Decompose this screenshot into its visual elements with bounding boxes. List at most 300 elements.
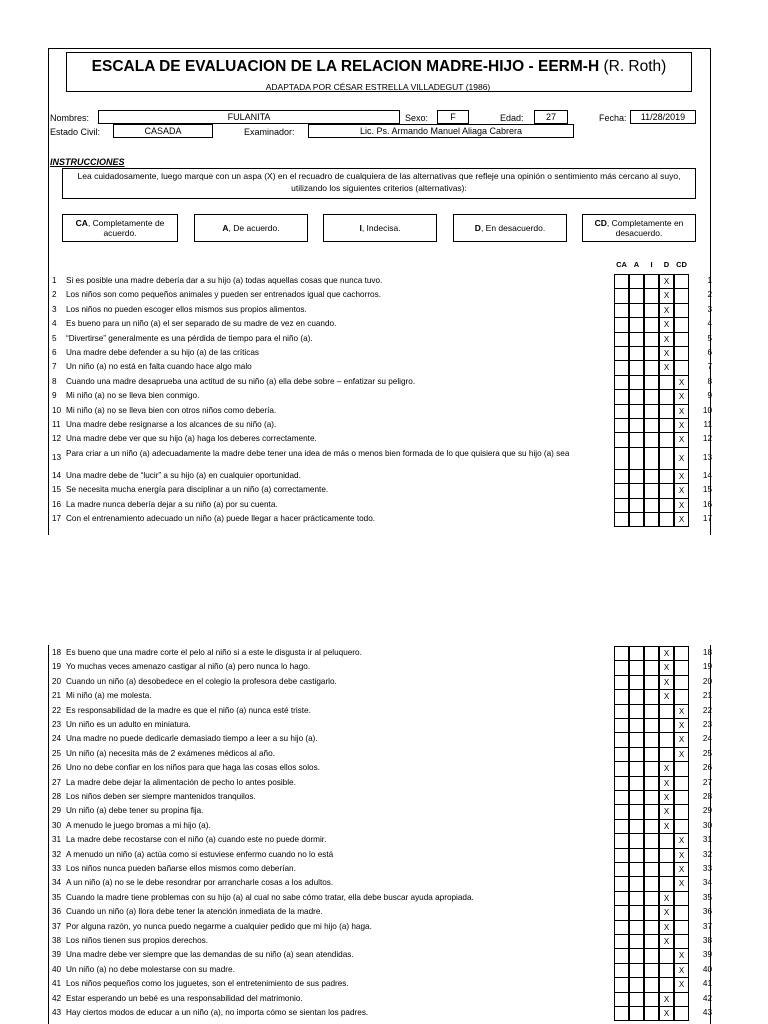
answer-cell-d[interactable] xyxy=(659,747,674,762)
answer-cell-d[interactable]: X xyxy=(659,804,674,819)
answer-cell-a[interactable] xyxy=(629,512,644,527)
item-number-right: 24 xyxy=(702,734,712,744)
col-header-cd: CD xyxy=(676,260,687,269)
answer-cell-i[interactable] xyxy=(644,862,659,877)
answer-cell-cd[interactable] xyxy=(674,920,689,935)
criteria-cd: CD, Completamente en desacuerdo. xyxy=(582,214,696,242)
answer-cell-d[interactable]: X xyxy=(659,332,674,347)
answer-cell-cd[interactable]: X xyxy=(674,732,689,747)
answer-cell-a[interactable] xyxy=(629,876,644,891)
answer-cell-ca[interactable] xyxy=(614,833,629,848)
item-text: La madre debe dejar la alimentación de pecho lo antes posible. xyxy=(66,777,296,787)
answer-cell-cd[interactable]: X xyxy=(674,404,689,419)
answer-cell-d[interactable]: X xyxy=(659,274,674,289)
answer-cell-i[interactable] xyxy=(644,934,659,949)
answer-cell-d[interactable]: X xyxy=(659,360,674,375)
answer-cell-d[interactable] xyxy=(659,862,674,877)
answer-cell-a[interactable] xyxy=(629,819,644,834)
title-text: ESCALA DE EVALUACION DE LA RELACION MADRE-HIJO - EERM-H xyxy=(91,58,600,75)
answer-cell-ca[interactable] xyxy=(614,274,629,289)
answer-cell-i[interactable] xyxy=(644,732,659,747)
answer-cell-i[interactable] xyxy=(644,317,659,332)
answer-cell-d[interactable] xyxy=(659,732,674,747)
examinador-label: Examinador: xyxy=(244,127,295,137)
answer-cell-i[interactable] xyxy=(644,483,659,498)
item-number: 16 xyxy=(52,499,62,509)
answer-cell-d[interactable] xyxy=(659,704,674,719)
item-number: 7 xyxy=(52,362,57,372)
answer-cell-cd[interactable]: X xyxy=(674,977,689,992)
item-number-right: 36 xyxy=(702,907,712,917)
answer-cell-cd[interactable]: X xyxy=(674,498,689,513)
answer-cell-cd[interactable] xyxy=(674,274,689,289)
answer-cell-cd[interactable] xyxy=(674,660,689,675)
item-text: Una madre debe ver siempre que las demandas de su niño (a) sean atendidas. xyxy=(66,950,354,960)
answer-cell-cd[interactable]: X xyxy=(674,704,689,719)
answer-cell-i[interactable] xyxy=(644,776,659,791)
answer-cell-a[interactable] xyxy=(629,977,644,992)
answer-cell-a[interactable] xyxy=(629,1006,644,1021)
item-text: Si es posible una madre debería dar a su hijo (a) todas aquellas cosas que nunca tuvo. xyxy=(66,276,383,285)
answer-cell-ca[interactable] xyxy=(614,689,629,704)
answer-cell-ca[interactable] xyxy=(614,891,629,906)
answer-cell-a[interactable] xyxy=(629,332,644,347)
item-number-right: 31 xyxy=(702,835,712,845)
answer-cell-cd[interactable] xyxy=(674,288,689,303)
answer-cell-ca[interactable] xyxy=(614,432,629,447)
answer-cell-d[interactable] xyxy=(659,389,674,404)
answer-cell-d[interactable] xyxy=(659,418,674,433)
answer-cell-ca[interactable] xyxy=(614,876,629,891)
answer-cell-a[interactable] xyxy=(629,646,644,661)
answer-cell-cd[interactable]: X xyxy=(674,848,689,863)
answer-cell-a[interactable] xyxy=(629,747,644,762)
answer-cell-cd[interactable]: X xyxy=(674,833,689,848)
answer-cell-a[interactable] xyxy=(629,905,644,920)
answer-cell-ca[interactable] xyxy=(614,498,629,513)
item-number-right: 2 xyxy=(707,290,712,300)
item-number: 29 xyxy=(52,806,62,816)
answer-cell-d[interactable] xyxy=(659,963,674,978)
answer-cell-ca[interactable] xyxy=(614,317,629,332)
item-number: 42 xyxy=(52,993,62,1003)
answer-cell-i[interactable] xyxy=(644,375,659,390)
item-text: Mi niño (a) no se lleva bien con otros niños como debería. xyxy=(66,405,277,415)
answer-cell-cd[interactable] xyxy=(674,689,689,704)
answer-cell-a[interactable] xyxy=(629,432,644,447)
answer-cell-d[interactable] xyxy=(659,404,674,419)
item-text: Los niños tienen sus propios derechos. xyxy=(66,936,209,945)
answer-cell-ca[interactable] xyxy=(614,790,629,805)
answer-cell-cd[interactable]: X xyxy=(674,389,689,404)
answer-cell-i[interactable] xyxy=(644,992,659,1007)
item-number-right: 9 xyxy=(707,391,712,401)
answer-cell-a[interactable] xyxy=(629,732,644,747)
answer-cell-a[interactable] xyxy=(629,483,644,498)
answer-cell-ca[interactable] xyxy=(614,646,629,661)
answer-cell-i[interactable] xyxy=(644,303,659,318)
answer-cell-i[interactable] xyxy=(644,447,659,470)
answer-cell-a[interactable] xyxy=(629,660,644,675)
answer-cell-cd[interactable] xyxy=(674,804,689,819)
answer-cell-a[interactable] xyxy=(629,934,644,949)
item-number-right: 17 xyxy=(702,514,712,523)
answer-cell-a[interactable] xyxy=(629,389,644,404)
answer-cell-ca[interactable] xyxy=(614,718,629,733)
answer-cell-d[interactable]: X xyxy=(659,288,674,303)
answer-cell-cd[interactable] xyxy=(674,675,689,690)
item-text: Los niños deben ser siempre mantenidos tranquilos. xyxy=(66,792,256,801)
answer-cell-a[interactable] xyxy=(629,498,644,513)
answer-cell-i[interactable] xyxy=(644,747,659,762)
answer-cell-d[interactable]: X xyxy=(659,905,674,920)
answer-cell-i[interactable] xyxy=(644,718,659,733)
answer-cell-cd[interactable] xyxy=(674,934,689,949)
answer-cell-cd[interactable] xyxy=(674,790,689,805)
answer-cell-cd[interactable]: X xyxy=(674,718,689,733)
answer-cell-i[interactable] xyxy=(644,498,659,513)
answer-cell-ca[interactable] xyxy=(614,447,629,470)
answer-cell-cd[interactable] xyxy=(674,346,689,361)
answer-cell-d[interactable] xyxy=(659,948,674,963)
answer-cell-i[interactable] xyxy=(644,389,659,404)
answer-cell-d[interactable]: X xyxy=(659,776,674,791)
answer-cell-ca[interactable] xyxy=(614,660,629,675)
answer-cell-ca[interactable] xyxy=(614,848,629,863)
answer-cell-d[interactable] xyxy=(659,432,674,447)
answer-cell-a[interactable] xyxy=(629,992,644,1007)
answer-cell-ca[interactable] xyxy=(614,512,629,527)
item-number-right: 20 xyxy=(702,676,712,686)
answer-cell-i[interactable] xyxy=(644,660,659,675)
answer-cell-d[interactable]: X xyxy=(659,819,674,834)
answer-cell-d[interactable]: X xyxy=(659,303,674,318)
answer-cell-d[interactable] xyxy=(659,977,674,992)
col-header-d: D xyxy=(663,260,670,269)
criteria-ca: CA, Completamente de acuerdo. xyxy=(62,214,178,242)
answer-cell-i[interactable] xyxy=(644,905,659,920)
item-number: 13 xyxy=(52,452,62,462)
item-number-right: 35 xyxy=(702,892,712,902)
item-number-right: 19 xyxy=(702,662,712,672)
item-number-right: 33 xyxy=(702,864,712,873)
answer-cell-a[interactable] xyxy=(629,833,644,848)
item-number-right: 3 xyxy=(707,304,712,314)
answer-cell-i[interactable] xyxy=(644,819,659,834)
item-number-right: 15 xyxy=(702,485,712,495)
left-border xyxy=(48,48,49,535)
answer-cell-d[interactable] xyxy=(659,483,674,498)
item-text: Es responsabilidad de la madre es que el niño (a) nunca esté triste. xyxy=(66,705,311,715)
answer-cell-i[interactable] xyxy=(644,920,659,935)
nombres-label: Nombres: xyxy=(50,113,90,123)
answer-cell-i[interactable] xyxy=(644,1006,659,1021)
answer-cell-a[interactable] xyxy=(629,404,644,419)
answer-cell-cd[interactable]: X xyxy=(674,876,689,891)
criteria-i: I, Indecisa. xyxy=(323,214,437,242)
answer-cell-cd[interactable] xyxy=(674,776,689,791)
answer-cell-cd[interactable] xyxy=(674,1006,689,1021)
item-text: La madre nunca debería dejar a su niño (a) por su cuenta. xyxy=(66,499,278,509)
answer-cell-d[interactable] xyxy=(659,498,674,513)
answer-cell-cd[interactable]: X xyxy=(674,469,689,484)
answer-cell-d[interactable]: X xyxy=(659,660,674,675)
examinador-field[interactable]: Lic. Ps. Armando Manuel Aliaga Cabrera xyxy=(308,124,574,138)
answer-cell-cd[interactable] xyxy=(674,317,689,332)
answer-cell-d[interactable] xyxy=(659,876,674,891)
answer-cell-a[interactable] xyxy=(629,274,644,289)
answer-cell-i[interactable] xyxy=(644,346,659,361)
answer-cell-a[interactable] xyxy=(629,469,644,484)
estado-field[interactable]: CASADA xyxy=(113,124,213,138)
answer-cell-a[interactable] xyxy=(629,346,644,361)
answer-cell-a[interactable] xyxy=(629,891,644,906)
answer-cell-d[interactable]: X xyxy=(659,646,674,661)
answer-cell-cd[interactable] xyxy=(674,891,689,906)
sexo-field[interactable]: F xyxy=(437,110,469,124)
instructions-text: Lea cuidadosamente, luego marque con un aspa (X) en el recuadro de cualquiera de las alternativas que refleje una opinión o sentimiento más cercano al suyo, utilizando los siguientes criterios (alternativas): xyxy=(62,168,696,199)
item-text: Se necesita mucha energía para disciplinar a un niño (a) correctamente. xyxy=(66,485,329,495)
answer-cell-a[interactable] xyxy=(629,761,644,776)
answer-cell-i[interactable] xyxy=(644,891,659,906)
answer-cell-i[interactable] xyxy=(644,689,659,704)
answer-cell-i[interactable] xyxy=(644,675,659,690)
answer-cell-ca[interactable] xyxy=(614,920,629,935)
answer-cell-d[interactable] xyxy=(659,375,674,390)
item-text: Un niño es un adulto en miniatura. xyxy=(66,720,191,729)
item-number: 43 xyxy=(52,1008,62,1017)
answer-cell-a[interactable] xyxy=(629,689,644,704)
answer-cell-ca[interactable] xyxy=(614,375,629,390)
answer-cell-d[interactable] xyxy=(659,512,674,527)
answer-cell-ca[interactable] xyxy=(614,862,629,877)
answer-cell-i[interactable] xyxy=(644,761,659,776)
answer-cell-d[interactable] xyxy=(659,718,674,733)
answer-cell-d[interactable]: X xyxy=(659,346,674,361)
answer-cell-d[interactable]: X xyxy=(659,920,674,935)
answer-cell-ca[interactable] xyxy=(614,675,629,690)
answer-cell-cd[interactable]: X xyxy=(674,447,689,470)
answer-cell-ca[interactable] xyxy=(614,418,629,433)
answer-cell-cd[interactable] xyxy=(674,992,689,1007)
answer-cell-i[interactable] xyxy=(644,418,659,433)
answer-cell-cd[interactable]: X xyxy=(674,747,689,762)
item-text: Hay ciertos modos de educar a un niño (a), no importa cómo se sientan los padres. xyxy=(66,1008,369,1017)
item-text: Una madre no puede dedicarle demasiado tiempo a leer a su hijo (a). xyxy=(66,734,318,744)
col-header-i: I xyxy=(650,260,653,269)
answer-cell-ca[interactable] xyxy=(614,288,629,303)
answer-cell-cd[interactable] xyxy=(674,819,689,834)
answer-cell-d[interactable] xyxy=(659,833,674,848)
answer-cell-ca[interactable] xyxy=(614,977,629,992)
answer-cell-cd[interactable] xyxy=(674,905,689,920)
answer-cell-ca[interactable] xyxy=(614,761,629,776)
answer-cell-cd[interactable]: X xyxy=(674,483,689,498)
answer-cell-d[interactable]: X xyxy=(659,934,674,949)
item-number-right: 23 xyxy=(702,720,712,729)
answer-cell-a[interactable] xyxy=(629,675,644,690)
item-text: La madre debe recostarse con el niño (a) cuando este no puede dormir. xyxy=(66,835,327,845)
answer-cell-ca[interactable] xyxy=(614,303,629,318)
item-number: 14 xyxy=(52,470,62,480)
answer-cell-cd[interactable]: X xyxy=(674,418,689,433)
answer-cell-i[interactable] xyxy=(644,404,659,419)
edad-field[interactable]: 27 xyxy=(534,110,568,124)
answer-cell-ca[interactable] xyxy=(614,404,629,419)
item-number-right: 32 xyxy=(702,849,712,859)
answer-cell-cd[interactable] xyxy=(674,332,689,347)
item-text: Estar esperando un bebé es una responsabilidad del matrimonio. xyxy=(66,993,303,1003)
answer-cell-d[interactable]: X xyxy=(659,891,674,906)
answer-cell-i[interactable] xyxy=(644,704,659,719)
answer-cell-d[interactable] xyxy=(659,848,674,863)
item-number-right: 11 xyxy=(703,420,712,429)
answer-cell-a[interactable] xyxy=(629,704,644,719)
item-text: Yo muchas veces amenazo castigar al niño (a) pero nunca lo hago. xyxy=(66,662,311,672)
answer-cell-ca[interactable] xyxy=(614,934,629,949)
item-number: 2 xyxy=(52,290,57,300)
item-number: 18 xyxy=(52,648,62,657)
answer-cell-a[interactable] xyxy=(629,360,644,375)
item-number-right: 1 xyxy=(707,276,712,285)
answer-cell-i[interactable] xyxy=(644,332,659,347)
answer-cell-i[interactable] xyxy=(644,833,659,848)
answer-cell-i[interactable] xyxy=(644,977,659,992)
answer-cell-i[interactable] xyxy=(644,876,659,891)
top-border xyxy=(48,48,711,49)
answer-cell-ca[interactable] xyxy=(614,963,629,978)
answer-cell-i[interactable] xyxy=(644,848,659,863)
answer-cell-a[interactable] xyxy=(629,288,644,303)
answer-cell-i[interactable] xyxy=(644,963,659,978)
answer-cell-d[interactable]: X xyxy=(659,790,674,805)
answer-cell-cd[interactable]: X xyxy=(674,963,689,978)
answer-cell-d[interactable]: X xyxy=(659,1006,674,1021)
answer-cell-ca[interactable] xyxy=(614,819,629,834)
item-number-right: 29 xyxy=(702,806,712,816)
item-number: 21 xyxy=(52,691,62,701)
item-text: Cuando un niño (a) desobedece en el colegio la profesora debe castigarlo. xyxy=(66,676,337,686)
answer-cell-ca[interactable] xyxy=(614,776,629,791)
item-number-right: 22 xyxy=(702,705,712,715)
answer-cell-cd[interactable]: X xyxy=(674,432,689,447)
answer-cell-i[interactable] xyxy=(644,274,659,289)
answer-cell-i[interactable] xyxy=(644,790,659,805)
answer-cell-d[interactable]: X xyxy=(659,675,674,690)
answer-cell-ca[interactable] xyxy=(614,389,629,404)
item-number: 40 xyxy=(52,964,62,974)
item-number: 1 xyxy=(52,276,57,285)
answer-cell-i[interactable] xyxy=(644,646,659,661)
answer-cell-i[interactable] xyxy=(644,469,659,484)
answer-cell-ca[interactable] xyxy=(614,346,629,361)
answer-cell-cd[interactable] xyxy=(674,303,689,318)
item-text: Un niño (a) debe tener su propina fija. xyxy=(66,806,204,816)
item-number: 17 xyxy=(52,514,62,523)
item-number-right: 16 xyxy=(702,499,712,509)
answer-cell-a[interactable] xyxy=(629,418,644,433)
answer-cell-cd[interactable]: X xyxy=(674,375,689,390)
answer-cell-ca[interactable] xyxy=(614,747,629,762)
answer-cell-cd[interactable]: X xyxy=(674,862,689,877)
answer-cell-cd[interactable] xyxy=(674,646,689,661)
answer-cell-i[interactable] xyxy=(644,948,659,963)
answer-cell-ca[interactable] xyxy=(614,469,629,484)
item-text: Un niño (a) no está en falta cuando hace algo malo xyxy=(66,362,252,372)
answer-cell-cd[interactable] xyxy=(674,360,689,375)
answer-cell-a[interactable] xyxy=(629,317,644,332)
answer-cell-d[interactable]: X xyxy=(659,317,674,332)
answer-cell-d[interactable]: X xyxy=(659,689,674,704)
answer-cell-i[interactable] xyxy=(644,288,659,303)
item-number: 26 xyxy=(52,763,62,773)
answer-cell-ca[interactable] xyxy=(614,1006,629,1021)
answer-cell-ca[interactable] xyxy=(614,332,629,347)
answer-cell-d[interactable] xyxy=(659,469,674,484)
answer-cell-i[interactable] xyxy=(644,804,659,819)
answer-cell-ca[interactable] xyxy=(614,483,629,498)
item-number-right: 37 xyxy=(702,921,712,931)
item-number-right: 43 xyxy=(702,1008,712,1017)
answer-cell-a[interactable] xyxy=(629,790,644,805)
answer-cell-ca[interactable] xyxy=(614,732,629,747)
answer-cell-i[interactable] xyxy=(644,432,659,447)
answer-cell-a[interactable] xyxy=(629,375,644,390)
answer-cell-cd[interactable]: X xyxy=(674,948,689,963)
item-number-right: 34 xyxy=(702,878,712,888)
answer-cell-a[interactable] xyxy=(629,848,644,863)
answer-cell-a[interactable] xyxy=(629,718,644,733)
item-text: A menudo un niño (a) actúa como si estuviese enfermo cuando no lo está xyxy=(66,849,334,859)
answer-cell-a[interactable] xyxy=(629,776,644,791)
answer-cell-ca[interactable] xyxy=(614,948,629,963)
answer-cell-a[interactable] xyxy=(629,948,644,963)
answer-cell-i[interactable] xyxy=(644,360,659,375)
answer-cell-ca[interactable] xyxy=(614,804,629,819)
col-header-a: A xyxy=(633,260,640,269)
item-number-right: 21 xyxy=(702,691,712,701)
answer-cell-cd[interactable] xyxy=(674,761,689,776)
answer-cell-a[interactable] xyxy=(629,447,644,470)
answer-cell-ca[interactable] xyxy=(614,992,629,1007)
item-number-right: 18 xyxy=(702,648,712,657)
item-number: 28 xyxy=(52,792,62,801)
item-number-right: 6 xyxy=(707,348,712,357)
answer-cell-cd[interactable]: X xyxy=(674,512,689,527)
answer-cell-a[interactable] xyxy=(629,303,644,318)
item-text: “Divertirse” generalmente es una pérdida de tiempo para el niño (a). xyxy=(66,333,313,343)
criteria-a: A, De acuerdo. xyxy=(194,214,308,242)
answer-cell-d[interactable]: X xyxy=(659,761,674,776)
answer-cell-a[interactable] xyxy=(629,920,644,935)
item-number: 36 xyxy=(52,907,62,917)
answer-cell-i[interactable] xyxy=(644,512,659,527)
fecha-field[interactable]: 11/28/2019 xyxy=(630,110,696,124)
item-number: 3 xyxy=(52,304,57,314)
answer-cell-ca[interactable] xyxy=(614,360,629,375)
item-number-right: 28 xyxy=(702,792,712,801)
answer-cell-d[interactable] xyxy=(659,447,674,470)
answer-cell-ca[interactable] xyxy=(614,905,629,920)
answer-cell-a[interactable] xyxy=(629,804,644,819)
item-number-right: 26 xyxy=(702,763,712,773)
answer-cell-ca[interactable] xyxy=(614,704,629,719)
item-number: 34 xyxy=(52,878,62,888)
answer-cell-d[interactable]: X xyxy=(659,992,674,1007)
answer-cell-a[interactable] xyxy=(629,963,644,978)
nombres-field[interactable]: FULANITA xyxy=(98,110,400,124)
answer-cell-a[interactable] xyxy=(629,862,644,877)
